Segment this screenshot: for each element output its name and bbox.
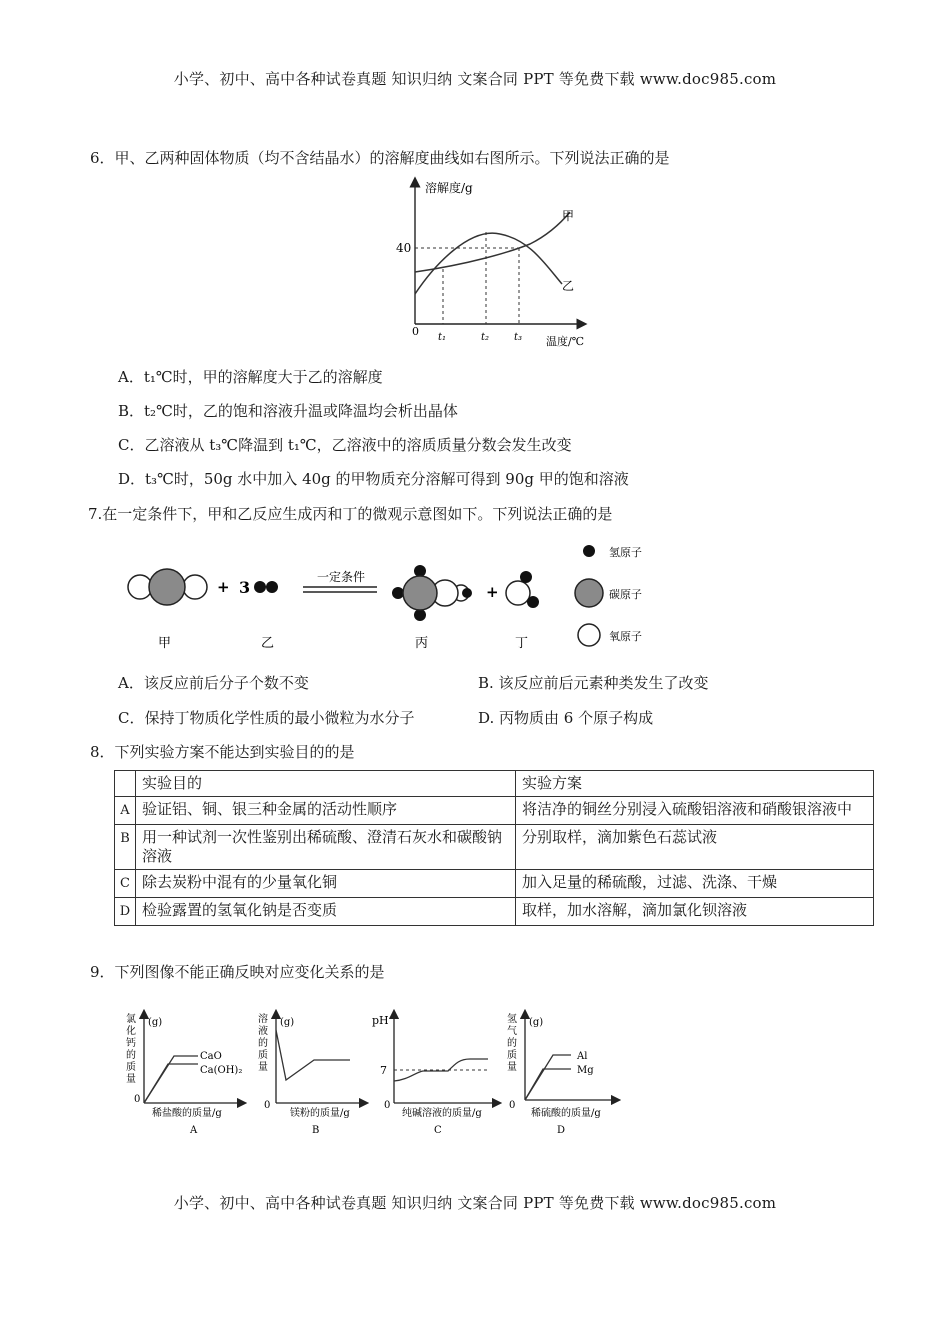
graph-a-line1-label: CaO (200, 1051, 222, 1062)
label-jia: 甲 (158, 636, 172, 651)
graph-d-xlabel: 稀硫酸的质量/g (531, 1108, 601, 1119)
graph-b-letter: B (312, 1125, 320, 1136)
page-header: 小学、初中、高中各种试卷真题 知识归纳 文案合同 PPT 等免费下载 www.doc985.com (173, 70, 777, 88)
header-goal: 实验目的 (136, 771, 516, 797)
label-ding: 丁 (515, 636, 529, 651)
graph-a-line2-label: Ca(OH)₂ (200, 1065, 243, 1076)
graph-d-line-al (525, 1055, 571, 1100)
graph-a-ylabel: 氯化钙的质量 (126, 1014, 136, 1085)
q7-option-c: C．保持丁物质化学性质的最小微粒为水分子 (118, 709, 415, 727)
curve-jia-label: 甲 (562, 209, 575, 223)
q6-option-b: B．t₂℃时，乙的饱和溶液升温或降温均会析出晶体 (118, 402, 458, 420)
row-plan: 取样，加水溶解，滴加氯化钡溶液 (516, 898, 874, 926)
experiment-table (114, 770, 874, 926)
row-label: D (115, 898, 136, 926)
curve-jia (415, 212, 570, 272)
graph-b-line (276, 1030, 350, 1080)
graph-d-origin: 0 (509, 1100, 516, 1111)
graph-a-unit: (g) (148, 1017, 163, 1028)
label-yi: 乙 (261, 636, 275, 651)
graph-c-origin: 0 (384, 1100, 391, 1111)
graph-c-xlabel: 纯碱溶液的质量/g (402, 1108, 482, 1119)
header-plan: 实验方案 (516, 771, 874, 797)
curve-yi-label: 乙 (562, 279, 575, 293)
solubility-curve-graph (390, 172, 600, 352)
tick-t3: t₃ (514, 332, 523, 343)
legend-o-icon (578, 624, 600, 646)
row-goal: 验证铝、铜、银三种金属的活动性顺序 (136, 797, 516, 825)
graph-a-line-caoh2 (144, 1064, 198, 1103)
graph-d-line2-label: Mg (577, 1065, 594, 1076)
graph-a-origin: 0 (134, 1094, 141, 1105)
q7-option-b: B. 该反应前后元素种类发生了改变 (478, 674, 709, 692)
table-row (115, 898, 874, 926)
graph-d-line1-label: Al (577, 1051, 588, 1062)
y-axis-label: 溶解度/g (425, 181, 473, 195)
molecule-yi (254, 581, 278, 593)
reaction-diagram (115, 535, 675, 660)
molecule-jia (128, 569, 207, 605)
row-label: C (115, 870, 136, 898)
legend-c-icon (575, 579, 603, 607)
graph-c-letter: C (434, 1125, 442, 1136)
y-tick-40: 40 (396, 241, 412, 255)
q6-stem: 6．甲、乙两种固体物质（均不含结晶水）的溶解度曲线如右图所示。下列说法正确的是 (90, 149, 670, 167)
table-row (115, 870, 874, 898)
table-row (115, 797, 874, 825)
graph-b (250, 1008, 370, 1138)
condition-label: 一定条件 (317, 570, 366, 584)
page-footer: 小学、初中、高中各种试卷真题 知识归纳 文案合同 PPT 等免费下载 www.doc985.com (173, 1194, 777, 1212)
plus-2: + (486, 583, 499, 601)
graph-b-origin: 0 (264, 1100, 271, 1111)
graph-a-letter: A (190, 1125, 198, 1136)
graph-b-unit: (g) (280, 1017, 295, 1028)
legend-h: 氢原子 (609, 546, 642, 559)
graph-d-unit: (g) (529, 1017, 544, 1028)
molecule-bing (392, 565, 472, 621)
curve-yi (415, 233, 562, 294)
row-goal: 检验露置的氢氧化钠是否变质 (136, 898, 516, 926)
legend-h-icon (583, 545, 595, 557)
origin-label: 0 (412, 325, 419, 338)
graph-c (368, 1008, 503, 1138)
graph-c-y7: 7 (380, 1064, 387, 1077)
graph-d-letter: D (557, 1125, 566, 1136)
graph-a (118, 1008, 248, 1138)
tick-t2: t₂ (481, 332, 490, 343)
row-plan: 分别取样，滴加紫色石蕊试液 (516, 825, 874, 870)
row-plan: 加入足量的稀硫酸，过滤、洗涤、干燥 (516, 870, 874, 898)
q8-stem: 8．下列实验方案不能达到实验目的的是 (90, 743, 355, 761)
legend-o: 氧原子 (609, 630, 642, 643)
q9-stem: 9．下列图像不能正确反映对应变化关系的是 (90, 963, 385, 981)
graph-a-xlabel: 稀盐酸的质量/g (152, 1108, 222, 1119)
q6-option-c: C．乙溶液从 t₃℃降温到 t₁℃，乙溶液中的溶质质量分数会发生改变 (118, 436, 572, 454)
q7-option-a: A．该反应前后分子个数不变 (118, 674, 309, 692)
row-label: B (115, 825, 136, 870)
q6-option-d: D．t₃℃时，50g 水中加入 40g 的甲物质充分溶解可得到 90g 甲的饱和溶液 (118, 470, 629, 488)
coef-3: 3 (239, 578, 251, 597)
graph-b-xlabel: 镁粉的质量/g (290, 1108, 350, 1119)
graph-c-ylabel: pH (372, 1014, 389, 1027)
graph-d (497, 1008, 622, 1138)
x-axis-label: 温度/℃ (546, 335, 585, 348)
row-label: A (115, 797, 136, 825)
graph-b-ylabel: 溶液的质量 (258, 1014, 268, 1073)
tick-t1: t₁ (438, 332, 447, 343)
row-goal: 除去炭粉中混有的少量氧化铜 (136, 870, 516, 898)
graph-a-line-cao (144, 1056, 198, 1103)
q6-option-a: A．t₁℃时，甲的溶解度大于乙的溶解度 (118, 368, 383, 386)
molecule-ding (506, 571, 539, 608)
row-goal: 用一种试剂一次性鉴别出稀硫酸、澄清石灰水和碳酸钠溶液 (136, 825, 516, 870)
q7-option-d: D. 丙物质由 6 个原子构成 (478, 709, 654, 727)
q7-stem: 7.在一定条件下，甲和乙反应生成丙和丁的微观示意图如下。下列说法正确的是 (88, 505, 613, 523)
plus-1: + (217, 578, 230, 596)
label-bing: 丙 (415, 636, 429, 651)
row-plan: 将洁净的铜丝分别浸入硫酸铝溶液和硝酸银溶液中 (516, 797, 874, 825)
table-header-row (115, 771, 874, 797)
table-row (115, 825, 874, 870)
graph-d-ylabel: 氢气的质量 (507, 1014, 517, 1073)
legend-c: 碳原子 (609, 588, 642, 601)
graph-d-line-mg (525, 1069, 571, 1100)
